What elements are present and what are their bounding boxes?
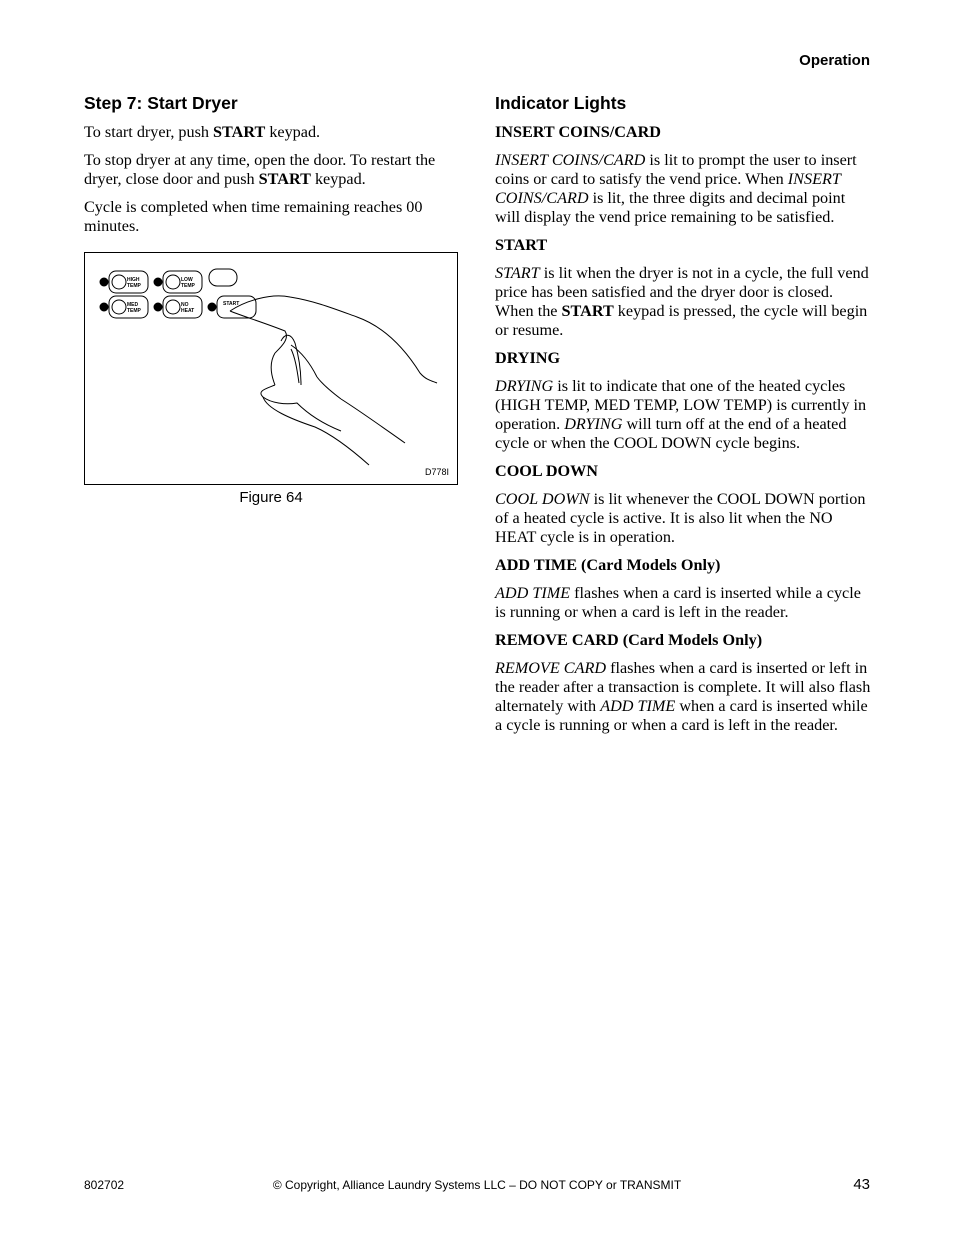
cool-down-desc: COOL DOWN is lit whenever the COOL DOWN portion of a heated cycle is active. It is also lit when the NO HEAT cycle is in operation. — [495, 490, 866, 546]
figure-start-keypad — [84, 252, 458, 485]
step-heading: Step 7: Start Dryer — [84, 93, 238, 113]
remove-card-title: REMOVE CARD (Card Models Only) — [495, 631, 763, 649]
insert-coins-desc: INSERT COINS/CARD is lit to prompt the user to insert coins or card to satisfy the vend price. When INSERT COINS/CARD is lit, the three digits and decimal point will display the vend price remaining to be satisfied. — [495, 151, 857, 226]
thermometer-icon — [166, 275, 180, 289]
svg-text:HEAT: HEAT — [181, 308, 195, 314]
indicator-dot-noheat — [154, 303, 162, 311]
start-desc: START is lit when the dryer is not in a cycle, the full vend price has been satisfied and the dryer door is closed. When the START keypad is pressed, the cycle will begin or resume. — [495, 264, 869, 339]
add-time-desc: ADD TIME flashes when a card is inserted while a cycle is running or when a card is left in the reader. — [495, 584, 861, 621]
insert-coins-title: INSERT COINS/CARD — [495, 123, 661, 141]
indicator-dot-low — [154, 278, 162, 286]
thermometer-icon — [112, 300, 126, 314]
figure-code: D778I — [424, 467, 449, 477]
thermometer-icon — [112, 275, 126, 289]
svg-text:LOW: LOW — [181, 277, 193, 283]
page-number: 43 — [853, 1176, 870, 1193]
add-time-title: ADD TIME (Card Models Only) — [495, 556, 721, 574]
svg-text:MED: MED — [127, 302, 139, 308]
indicator-dot-start — [208, 303, 216, 311]
running-header-section: Operation — [799, 52, 870, 69]
keypad-hand-illustration — [85, 253, 457, 484]
right-column — [495, 92, 873, 744]
svg-text:TEMP: TEMP — [181, 283, 195, 289]
start-title: START — [495, 236, 548, 254]
indicator-dot-med — [100, 303, 108, 311]
drying-title: DRYING — [495, 349, 561, 367]
indicator-dot-high — [100, 278, 108, 286]
remove-card-desc: REMOVE CARD flashes when a card is inserted or left in the reader after a transaction is complete. It will also flash alternately with ADD TIME when a card is inserted while a cycle is running or when a card is left in the reader. — [495, 659, 871, 734]
cool-down-title: COOL DOWN — [495, 462, 598, 480]
start-instruction: To start dryer, push START keypad. — [84, 123, 321, 141]
svg-text:NO: NO — [181, 302, 189, 308]
indicator-lights-heading: Indicator Lights — [495, 93, 627, 113]
svg-text:TEMP: TEMP — [127, 283, 141, 289]
doc-number: 802702 — [84, 1178, 125, 1192]
drying-desc: DRYING is lit to indicate that one of the heated cycles (HIGH TEMP, MED TEMP, LOW TEMP) is currently in operation. DRYING will turn off at the end of a heated cycle or when the COOL DOWN cycle begins. — [495, 377, 867, 452]
cycle-complete-note: Cycle is completed when time remaining reaches 00 minutes. — [84, 198, 423, 235]
thermometer-icon — [166, 300, 180, 314]
svg-text:TEMP: TEMP — [127, 308, 141, 314]
stop-instruction: To stop dryer at any time, open the door. To restart the dryer, close door and push START keypad. — [84, 151, 436, 188]
left-column — [84, 92, 458, 506]
display-window — [209, 269, 237, 286]
key-label: HIGH — [127, 277, 140, 283]
copyright-notice: © Copyright, Alliance Laundry Systems LLC – DO NOT COPY or TRANSMIT — [272, 1178, 682, 1192]
svg-text:START: START — [223, 301, 240, 307]
finger-outline — [230, 296, 437, 383]
figure-caption: Figure 64 — [239, 489, 303, 506]
